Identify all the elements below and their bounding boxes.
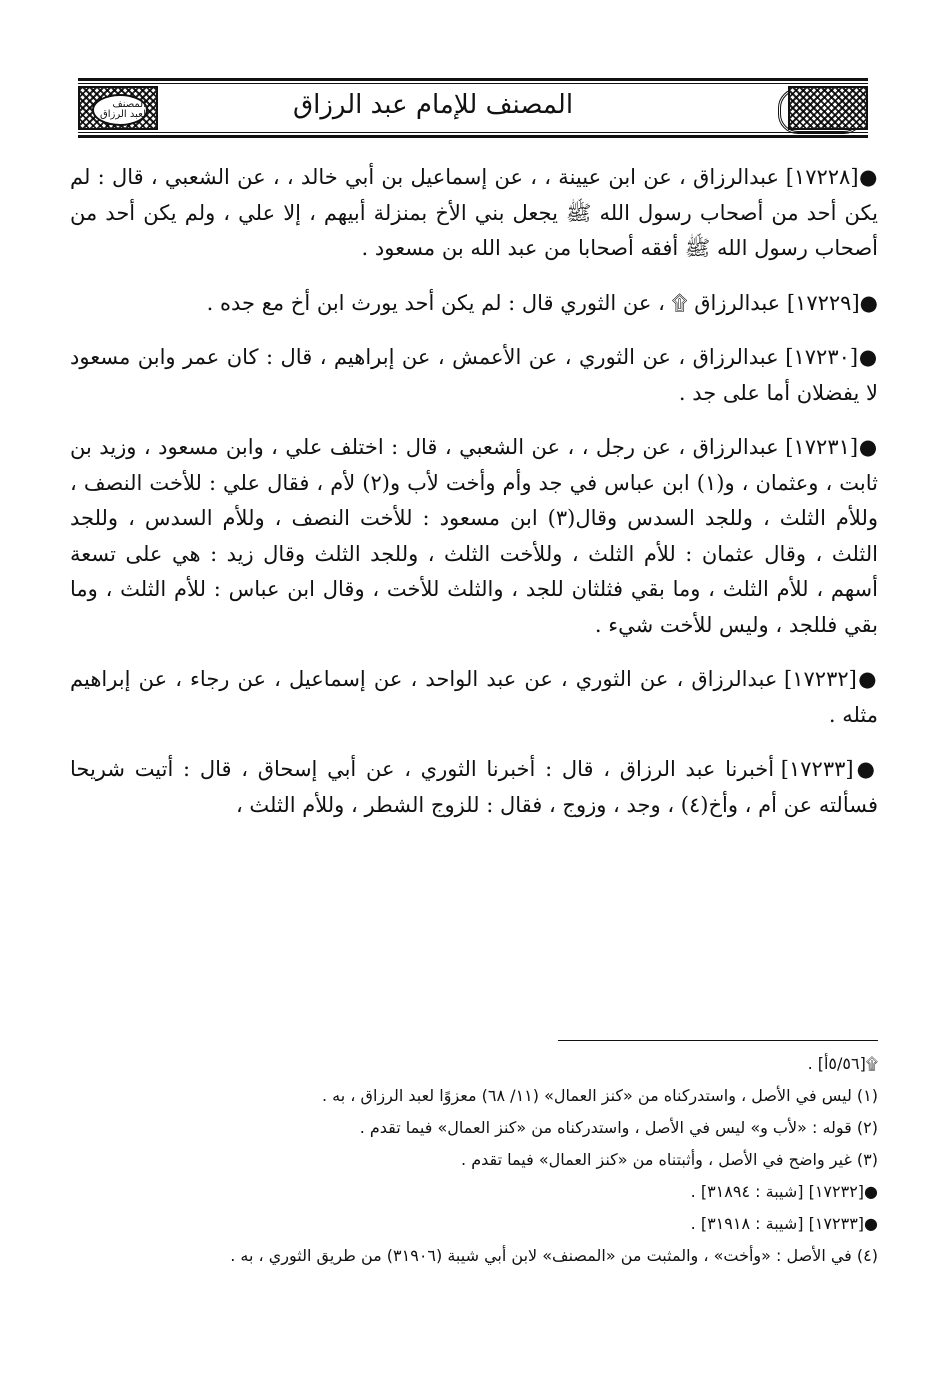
main-text — [70, 160, 878, 842]
hadith-17229: ●[١٧٢٢٩] عبدالرزاق ۩ ، عن الثوري قال : لم يكن أحد يورث ابن أخ مع جده . — [206, 290, 878, 315]
header-rule — [78, 83, 868, 84]
footnote-4: (٤) في الأصل : «وأخت» ، والمثبت من «المصنف» لابن أبي شيبة (٣١٩٠٦) من طريق الثوري ، به . — [230, 1246, 878, 1265]
footnote-2: (٢) قوله : «لأب و» ليس في الأصل ، واستدركناه من «كنز العمال» فيما تقدم . — [359, 1118, 878, 1137]
header-rule — [78, 132, 868, 133]
header-rule — [78, 78, 868, 81]
hadith-17232: ●[١٧٢٣٢] عبدالرزاق ، عن الثوري ، عن عبد الواحد ، عن إسماعيل ، عن رجاء ، عن إبراهيم مثله . — [70, 667, 878, 727]
ornament-left — [78, 86, 158, 130]
footnote-folio: ۩[٥/٥٦أ] . — [807, 1054, 878, 1073]
footnote-3: (٣) غير واضح في الأصل ، وأثبتناه من «كنز العمال» فيما تقدم . — [461, 1150, 878, 1169]
ornament-right — [788, 86, 868, 130]
page-header — [78, 78, 868, 138]
hadith-17230: ●[١٧٢٣٠] عبدالرزاق ، عن الثوري ، عن الأعمش ، عن إبراهيم ، قال : كان عمر وابن مسعود لا يفضلان أما على جد . — [70, 345, 878, 405]
ornament-badge: المصنف لعبد الرزاق — [92, 94, 148, 126]
hadith-17228: ●[١٧٢٢٨] عبدالرزاق ، عن ابن عيينة ، ، عن إسماعيل بن أبي خالد ، ، عن الشعبي ، قال : لم يكن أحد من أصحاب رسول الله ﷺ يجعل بني الأخ بمنزلة أبيهم ، إلا علي ، ولم يكن أحد من أصحاب رسول الله ﷺ أفقه أصحابا من عبد الله بن مسعود . — [70, 165, 878, 260]
hadith-17231: ●[١٧٢٣١] عبدالرزاق ، عن رجل ، ، عن الشعبي ، قال : اختلف علي ، وابن مسعود ، وزيد بن ثابت ، وعثمان ، و(١) ابن عباس في جد وأم وأخت لأب و(٢) لأم ، فقال علي : للأخت النصف ، وللأم الثلث ، وللجد السدس وقال(٣) ابن مسعود : للأخت النصف ، وللأم السدس ، وللجد الثلث ، وقال عثمان : للأم الثلث ، وللأخت الثلث ، وللجد الثلث وقال زيد : هي على تسعة أسهم ، للأم الثلث ، وما بقي فثلثان للجد ، والثلث للأخت ، وقال ابن عباس : للأم الثلث ، وما بقي فللجد ، وليس للأخت شيء . — [70, 435, 878, 637]
footnote-1: (١) ليس في الأصل ، واستدركناه من «كنز العمال» (١١/ ٦٨) معزوًا لعبد الرزاق ، به . — [322, 1086, 878, 1105]
footnotes — [130, 1048, 878, 1272]
footnote-ref-17233: ●[١٧٢٣٣] [شيبة : ٣١٩١٨] . — [690, 1214, 878, 1233]
running-title: المصنف للإمام عبد الرزاق — [292, 90, 574, 120]
hadith-17233: ●[١٧٢٣٣] أخبرنا عبد الرزاق ، قال : أخبرنا الثوري ، عن أبي إسحاق ، قال : أتيت شريحا فسألته عن أم ، وأخ(٤) ، وجد ، وزوج ، فقال : للزوج الشطر ، وللأم الثلث ، — [70, 757, 878, 817]
footnote-ref-17232: ●[١٧٢٣٢] [شيبة : ٣١٨٩٤] . — [690, 1182, 878, 1201]
header-rule — [78, 135, 868, 138]
footnote-separator — [558, 1040, 878, 1041]
